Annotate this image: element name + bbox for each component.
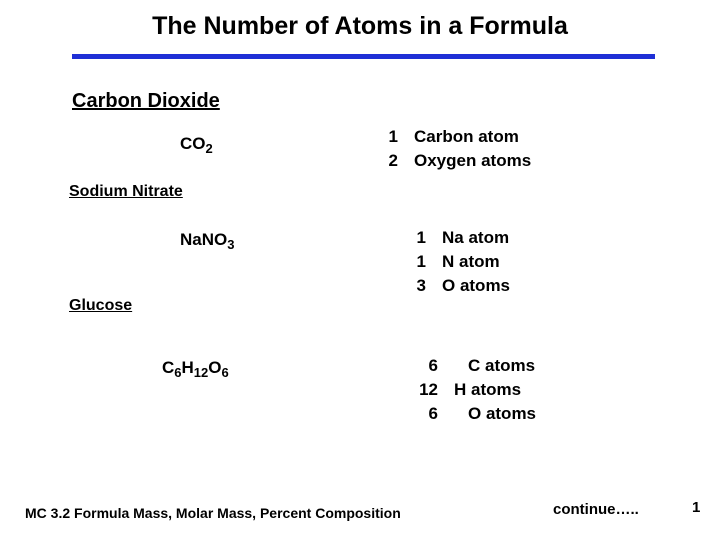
count-number: 3 — [416, 276, 426, 295]
continue-label: continue….. — [553, 501, 639, 518]
count-label: O atoms — [468, 404, 537, 423]
count-row — [418, 402, 536, 426]
count-row — [414, 274, 510, 298]
formula-part: H — [181, 358, 194, 377]
page-number: 1 — [692, 499, 701, 516]
formula-subscript: 2 — [205, 141, 213, 156]
formula-subscript: 6 — [174, 365, 182, 380]
count-label: H atoms — [454, 380, 522, 399]
formula-subscript: 6 — [221, 365, 229, 380]
count-number: 12 — [419, 380, 438, 399]
heading-sodium-nitrate: Sodium Nitrate — [69, 183, 183, 200]
formula-part: C — [162, 358, 175, 377]
count-row — [414, 226, 510, 250]
formula-co2 — [180, 134, 213, 154]
atom-counts-glucose — [418, 354, 536, 426]
formula-subscript: 12 — [193, 365, 209, 380]
title-underline — [72, 54, 655, 59]
count-row — [386, 125, 531, 149]
count-label: N atom — [442, 252, 500, 271]
formula-part: CO — [180, 134, 206, 153]
atom-counts-nano3 — [414, 226, 510, 298]
count-number: 1 — [416, 252, 426, 271]
count-row — [418, 354, 536, 378]
count-row — [386, 149, 531, 173]
count-number: 1 — [388, 127, 398, 146]
formula-glucose — [162, 358, 229, 378]
count-row — [418, 378, 536, 402]
atom-counts-co2 — [386, 125, 531, 173]
count-label: Carbon atom — [414, 127, 519, 146]
heading-glucose: Glucose — [69, 297, 133, 314]
count-label: O atoms — [442, 276, 511, 295]
count-number: 6 — [428, 356, 438, 375]
slide-title: The Number of Atoms in a Formula — [152, 12, 568, 40]
count-label: Oxygen atoms — [414, 151, 532, 170]
count-number: 6 — [428, 404, 438, 423]
formula-part: NaNO — [180, 230, 228, 249]
count-label: C atoms — [468, 356, 536, 375]
count-label: Na atom — [442, 228, 510, 247]
count-number: 2 — [388, 151, 398, 170]
formula-nano3 — [180, 230, 234, 250]
count-row — [414, 250, 510, 274]
formula-subscript: 3 — [227, 237, 235, 252]
formula-part: O — [208, 358, 222, 377]
heading-carbon-dioxide: Carbon Dioxide — [72, 90, 220, 112]
count-number: 1 — [416, 228, 426, 247]
footer-course-label: MC 3.2 Formula Mass, Molar Mass, Percent Composition — [25, 505, 401, 521]
